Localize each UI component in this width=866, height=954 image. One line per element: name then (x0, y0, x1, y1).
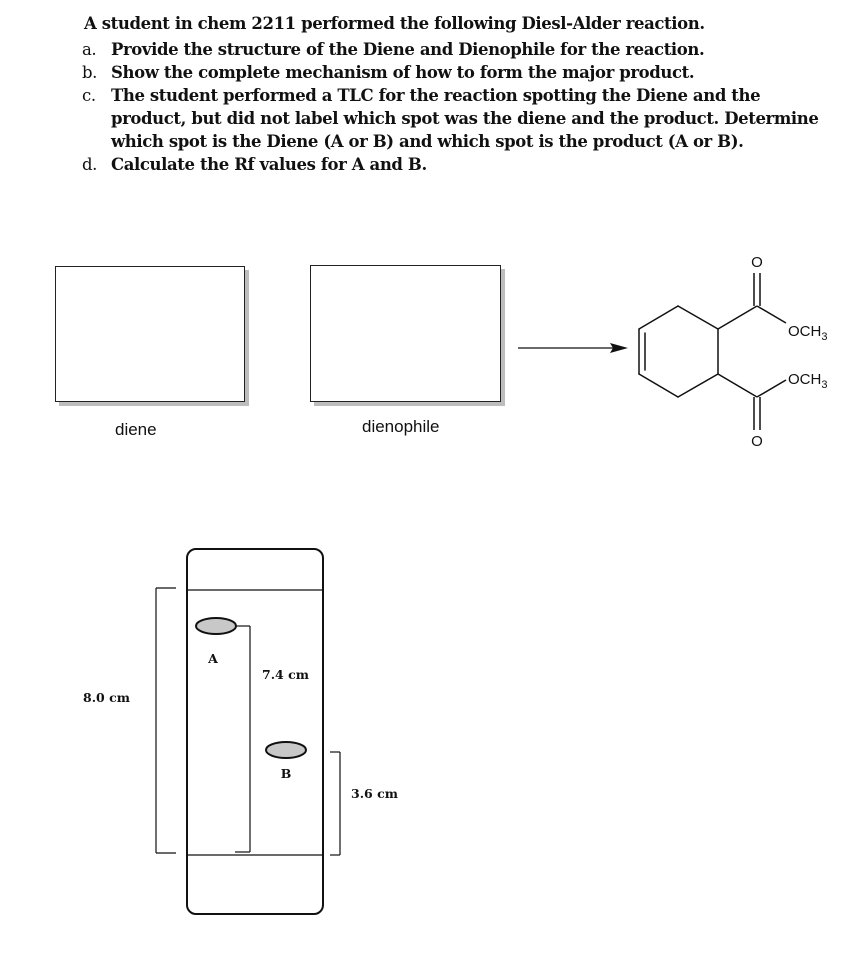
spot-b-label: B (280, 766, 292, 781)
question-a-marker: a. (82, 40, 97, 59)
question-d-marker: d. (82, 155, 98, 174)
question-b-marker: b. (82, 63, 98, 82)
diene-answer-box[interactable] (55, 266, 245, 402)
carbonyl-oxygen-bottom: O (751, 433, 763, 450)
tlc-diagram (0, 520, 866, 940)
spot-b-distance-label: 3.6 cm (351, 786, 398, 801)
question-b (82, 61, 822, 84)
spot-a-label: A (208, 651, 218, 666)
spot-a-distance-label: 7.4 cm (262, 667, 309, 682)
plate-distance-label: 8.0 cm (83, 690, 130, 705)
spot-a (196, 618, 236, 634)
dienophile-answer-box[interactable] (310, 265, 501, 402)
methoxy-bottom: $OCH_3$ (788, 371, 828, 391)
plate-distance-bracket (156, 588, 176, 853)
question-c-marker: c. (82, 86, 96, 105)
question-a-text: Provide the structure of the Diene and Dienophile for the reaction. (111, 40, 705, 59)
product-structure (628, 248, 854, 458)
methoxy-top: $OCH_3$ (788, 323, 828, 343)
question-b-text: Show the complete mechanism of how to form the major product. (111, 63, 695, 82)
diene-label: diene (115, 420, 157, 439)
ester-top (718, 273, 786, 329)
dienophile-label: dienophile (362, 417, 440, 436)
ester-bottom (718, 374, 786, 430)
carbonyl-oxygen-top: O (751, 254, 763, 271)
spot-b-distance-bracket (330, 752, 340, 855)
question-list (82, 38, 822, 176)
question-c (82, 84, 822, 153)
problem-intro: A student in chem 2211 performed the following Diesl-Alder reaction. (84, 14, 705, 33)
spot-b (266, 742, 306, 758)
cyclohexene-ring (639, 306, 718, 397)
question-d (82, 153, 822, 176)
tlc-plate (187, 549, 323, 914)
question-a (82, 38, 822, 61)
question-c-text: The student performed a TLC for the reaction spotting the Diene and the product, but did not label which spot was the diene and the product. Determine which spot is the Diene (A or B) and which spot is the product (A or B). (111, 86, 819, 151)
reaction-arrow-icon (518, 340, 628, 356)
question-d-text: Calculate the Rf values for A and B. (111, 155, 427, 174)
